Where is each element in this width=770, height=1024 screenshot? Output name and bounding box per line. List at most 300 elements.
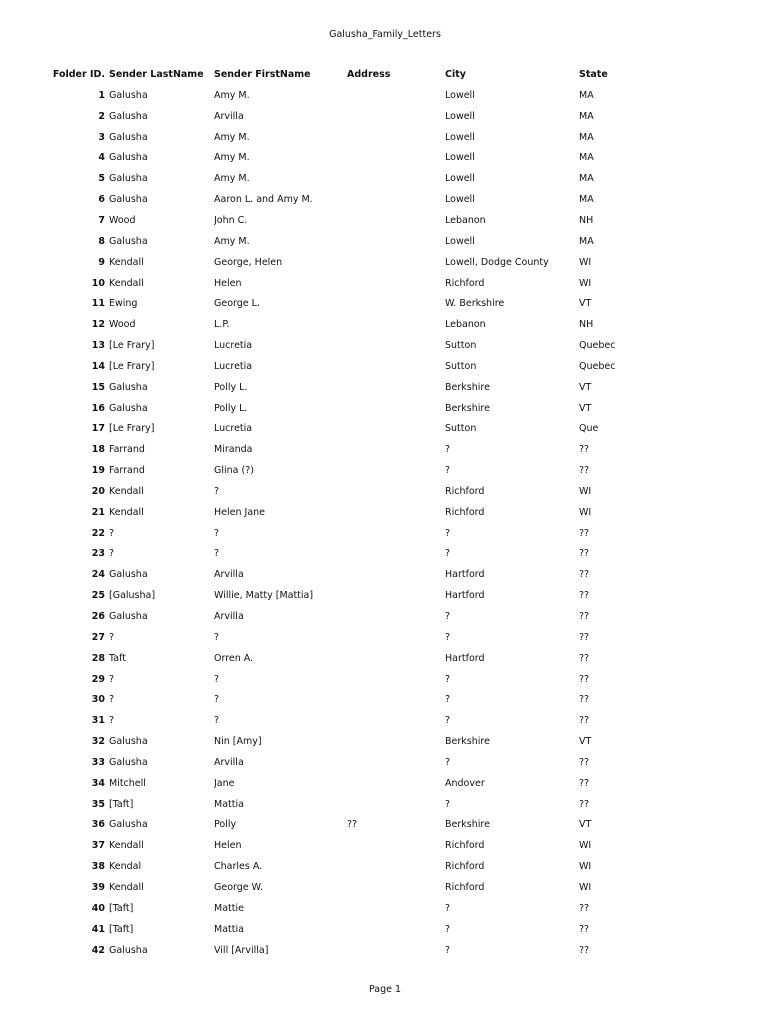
sender-lastname-cell: Wood bbox=[109, 214, 136, 226]
sender-firstname-cell: Nin [Amy] bbox=[214, 736, 262, 748]
city-cell: ? bbox=[445, 444, 451, 456]
document-title: Galusha_Family_Letters bbox=[329, 29, 441, 40]
state-cell: MA bbox=[579, 152, 594, 164]
sender-firstname-cell: ? bbox=[214, 715, 220, 727]
city-cell: Lebanon bbox=[445, 319, 486, 331]
address-cell bbox=[347, 481, 445, 502]
sender-lastname-cell: Galusha bbox=[109, 381, 148, 393]
state-cell: ?? bbox=[579, 527, 590, 539]
table-row bbox=[52, 127, 692, 148]
sender-lastname-cell: Wood bbox=[109, 319, 136, 331]
folder-id-cell: 5 bbox=[98, 173, 105, 185]
city-cell: Sutton bbox=[445, 360, 477, 372]
address-cell bbox=[347, 898, 445, 919]
page-footer: Page 1 bbox=[368, 984, 402, 995]
address-cell bbox=[347, 523, 445, 544]
folder-id-cell: 27 bbox=[91, 631, 105, 643]
address-cell bbox=[347, 752, 445, 773]
folder-id-cell: 40 bbox=[91, 902, 105, 914]
state-cell: NH bbox=[579, 214, 594, 226]
sender-firstname-cell: Helen bbox=[214, 840, 242, 852]
state-cell: VT bbox=[579, 736, 592, 748]
city-cell: Lowell bbox=[445, 131, 475, 143]
state-cell: ?? bbox=[579, 631, 590, 643]
folder-id-cell: 8 bbox=[98, 235, 105, 247]
table-row bbox=[52, 731, 692, 752]
folder-id-cell: 37 bbox=[91, 840, 105, 852]
sender-lastname-cell: Galusha bbox=[109, 110, 148, 122]
table-row bbox=[52, 106, 692, 127]
state-cell: MA bbox=[579, 131, 594, 143]
table-row bbox=[52, 627, 692, 648]
address-cell bbox=[347, 273, 445, 294]
folder-id-cell: 33 bbox=[91, 756, 105, 768]
address-cell bbox=[347, 148, 445, 169]
sender-firstname-cell: Mattia bbox=[214, 923, 244, 935]
city-cell: Richford bbox=[445, 881, 485, 893]
sender-lastname-cell: Kendall bbox=[109, 485, 144, 497]
state-cell: ?? bbox=[579, 777, 590, 789]
state-cell: ?? bbox=[579, 652, 590, 664]
header-address: Address bbox=[347, 69, 391, 80]
state-cell: ?? bbox=[579, 923, 590, 935]
address-cell bbox=[347, 773, 445, 794]
city-cell: Lowell bbox=[445, 235, 475, 247]
state-cell: Que bbox=[579, 423, 599, 435]
sender-firstname-cell: Helen Jane bbox=[214, 506, 266, 518]
state-cell: ?? bbox=[579, 465, 590, 477]
folder-id-cell: 25 bbox=[91, 590, 105, 602]
sender-firstname-cell: Willie, Matty [Mattia] bbox=[214, 590, 314, 602]
folder-id-cell: 21 bbox=[91, 506, 105, 518]
table-row bbox=[52, 293, 692, 314]
sender-firstname-cell: Glina (?) bbox=[214, 465, 254, 477]
folder-id-cell: 35 bbox=[91, 798, 105, 810]
sender-lastname-cell: Farrand bbox=[109, 465, 145, 477]
address-cell bbox=[347, 231, 445, 252]
state-cell: NH bbox=[579, 319, 594, 331]
folder-id-cell: 19 bbox=[91, 465, 105, 477]
folder-id-cell: 23 bbox=[91, 548, 105, 560]
folder-id-cell: 1 bbox=[98, 89, 105, 101]
table-row bbox=[52, 940, 692, 961]
table-row bbox=[52, 815, 692, 836]
city-cell: ? bbox=[445, 465, 451, 477]
address-cell bbox=[347, 460, 445, 481]
address-cell bbox=[347, 85, 445, 106]
sender-firstname-cell: Charles A. bbox=[214, 861, 263, 873]
table-row bbox=[52, 85, 692, 106]
sender-firstname-cell: Miranda bbox=[214, 444, 253, 456]
sender-firstname-cell: Polly bbox=[214, 819, 237, 831]
sender-firstname-cell: Amy M. bbox=[214, 173, 250, 185]
sender-firstname-cell: Mattie bbox=[214, 902, 244, 914]
table-row bbox=[52, 252, 692, 273]
table-row bbox=[52, 356, 692, 377]
address-cell bbox=[347, 252, 445, 273]
sender-firstname-cell: Lucretia bbox=[214, 423, 253, 435]
city-cell: Lebanon bbox=[445, 214, 486, 226]
sender-firstname-cell: Aaron L. and Amy M. bbox=[214, 194, 313, 206]
sender-lastname-cell: Galusha bbox=[109, 402, 148, 414]
sender-firstname-cell: Arvilla bbox=[214, 611, 244, 623]
folder-id-cell: 13 bbox=[91, 340, 105, 352]
folder-id-cell: 31 bbox=[91, 715, 105, 727]
sender-lastname-cell: Ewing bbox=[109, 298, 138, 310]
city-cell: Richford bbox=[445, 277, 485, 289]
state-cell: WI bbox=[579, 881, 592, 893]
state-cell: ?? bbox=[579, 569, 590, 581]
city-cell: Lowell, Dodge County bbox=[445, 256, 549, 268]
table-row bbox=[52, 523, 692, 544]
folder-id-cell: 15 bbox=[91, 381, 105, 393]
header-sender-lastname: Sender LastName bbox=[109, 69, 204, 80]
city-cell: ? bbox=[445, 611, 451, 623]
city-cell: Lowell bbox=[445, 173, 475, 185]
state-cell: WI bbox=[579, 506, 592, 518]
sender-lastname-cell: [Taft] bbox=[109, 923, 134, 935]
table-row bbox=[52, 877, 692, 898]
sender-lastname-cell: Galusha bbox=[109, 89, 148, 101]
folder-id-cell: 20 bbox=[91, 485, 105, 497]
folder-id-cell: 26 bbox=[91, 611, 105, 623]
sender-firstname-cell: Lucretia bbox=[214, 340, 253, 352]
folder-id-cell: 34 bbox=[91, 777, 105, 789]
sender-lastname-cell: ? bbox=[109, 548, 115, 560]
header-folder-id: Folder ID. bbox=[52, 69, 105, 80]
table-row bbox=[52, 148, 692, 169]
header-city: City bbox=[445, 69, 466, 80]
address-cell bbox=[347, 627, 445, 648]
state-cell: MA bbox=[579, 173, 594, 185]
sender-firstname-cell: Amy M. bbox=[214, 89, 250, 101]
table-row bbox=[52, 314, 692, 335]
state-cell: ?? bbox=[579, 944, 590, 956]
city-cell: ? bbox=[445, 694, 451, 706]
table-row bbox=[52, 648, 692, 669]
folder-id-cell: 28 bbox=[91, 652, 105, 664]
sender-lastname-cell: ? bbox=[109, 527, 115, 539]
folder-id-cell: 2 bbox=[98, 110, 105, 122]
table-row bbox=[52, 481, 692, 502]
folder-id-cell: 4 bbox=[98, 152, 105, 164]
table-row bbox=[52, 710, 692, 731]
sender-lastname-cell: ? bbox=[109, 694, 115, 706]
sender-firstname-cell: George W. bbox=[214, 881, 263, 893]
address-cell bbox=[347, 564, 445, 585]
folder-id-cell: 41 bbox=[91, 923, 105, 935]
address-cell bbox=[347, 377, 445, 398]
address-cell bbox=[347, 439, 445, 460]
state-cell: MA bbox=[579, 235, 594, 247]
table-row bbox=[52, 773, 692, 794]
state-cell: WI bbox=[579, 861, 592, 873]
table-row bbox=[52, 231, 692, 252]
table-row bbox=[52, 898, 692, 919]
folder-id-cell: 30 bbox=[91, 694, 105, 706]
city-cell: Berkshire bbox=[445, 736, 490, 748]
header-state: State bbox=[579, 69, 608, 80]
folder-id-cell: 3 bbox=[98, 131, 105, 143]
sender-firstname-cell: ? bbox=[214, 485, 220, 497]
state-cell: ?? bbox=[579, 798, 590, 810]
sender-firstname-cell: ? bbox=[214, 694, 220, 706]
city-cell: Hartford bbox=[445, 590, 485, 602]
folder-id-cell: 17 bbox=[91, 423, 105, 435]
sender-lastname-cell: Galusha bbox=[109, 756, 148, 768]
city-cell: Sutton bbox=[445, 423, 477, 435]
folder-id-cell: 36 bbox=[91, 819, 105, 831]
sender-firstname-cell: Arvilla bbox=[214, 756, 244, 768]
sender-lastname-cell: Kendall bbox=[109, 277, 144, 289]
sender-firstname-cell: Lucretia bbox=[214, 360, 253, 372]
state-cell: ?? bbox=[579, 756, 590, 768]
sender-lastname-cell: Galusha bbox=[109, 152, 148, 164]
sender-lastname-cell: Farrand bbox=[109, 444, 145, 456]
address-cell bbox=[347, 419, 445, 440]
sender-firstname-cell: ? bbox=[214, 673, 220, 685]
table-row bbox=[52, 460, 692, 481]
address-cell bbox=[347, 856, 445, 877]
folder-id-cell: 39 bbox=[91, 881, 105, 893]
city-cell: Lowell bbox=[445, 152, 475, 164]
address-cell bbox=[347, 669, 445, 690]
table-row bbox=[52, 189, 692, 210]
address-cell bbox=[347, 210, 445, 231]
sender-lastname-cell: Galusha bbox=[109, 194, 148, 206]
address-cell bbox=[347, 606, 445, 627]
city-cell: ? bbox=[445, 923, 451, 935]
address-cell bbox=[347, 106, 445, 127]
folder-id-cell: 29 bbox=[91, 673, 105, 685]
city-cell: Richford bbox=[445, 485, 485, 497]
folder-id-cell: 22 bbox=[91, 527, 105, 539]
table-row bbox=[52, 794, 692, 815]
city-cell: Berkshire bbox=[445, 381, 490, 393]
folder-id-cell: 7 bbox=[98, 214, 105, 226]
sender-firstname-cell: Polly L. bbox=[214, 402, 248, 414]
address-cell bbox=[347, 544, 445, 565]
header-sender-firstname: Sender FirstName bbox=[214, 69, 311, 80]
state-cell: WI bbox=[579, 256, 592, 268]
sender-firstname-cell: Orren A. bbox=[214, 652, 254, 664]
city-cell: Sutton bbox=[445, 340, 477, 352]
table-header-row bbox=[52, 64, 692, 85]
sender-lastname-cell: [Taft] bbox=[109, 798, 134, 810]
folder-id-cell: 18 bbox=[91, 444, 105, 456]
city-cell: Lowell bbox=[445, 89, 475, 101]
table-row bbox=[52, 856, 692, 877]
sender-lastname-cell: Galusha bbox=[109, 569, 148, 581]
sender-lastname-cell: [Le Frary] bbox=[109, 360, 155, 372]
table-row bbox=[52, 835, 692, 856]
city-cell: ? bbox=[445, 902, 451, 914]
folder-id-cell: 24 bbox=[91, 569, 105, 581]
sender-firstname-cell: Amy M. bbox=[214, 235, 250, 247]
city-cell: ? bbox=[445, 756, 451, 768]
folder-id-cell: 14 bbox=[91, 360, 105, 372]
sender-firstname-cell: Polly L. bbox=[214, 381, 248, 393]
city-cell: Berkshire bbox=[445, 819, 490, 831]
address-cell bbox=[347, 189, 445, 210]
sender-firstname-cell: L.P. bbox=[214, 319, 230, 331]
city-cell: ? bbox=[445, 673, 451, 685]
sender-firstname-cell: Amy M. bbox=[214, 131, 250, 143]
folder-id-cell: 9 bbox=[98, 256, 105, 268]
sender-lastname-cell: Galusha bbox=[109, 173, 148, 185]
sender-firstname-cell: ? bbox=[214, 631, 220, 643]
city-cell: Richford bbox=[445, 840, 485, 852]
state-cell: MA bbox=[579, 89, 594, 101]
address-cell bbox=[347, 940, 445, 961]
sender-firstname-cell: Helen bbox=[214, 277, 242, 289]
sender-lastname-cell: [Le Frary] bbox=[109, 340, 155, 352]
sender-lastname-cell: ? bbox=[109, 715, 115, 727]
sender-firstname-cell: Arvilla bbox=[214, 569, 244, 581]
state-cell: VT bbox=[579, 381, 592, 393]
address-cell bbox=[347, 314, 445, 335]
folder-id-cell: 16 bbox=[91, 402, 105, 414]
state-cell: WI bbox=[579, 277, 592, 289]
state-cell: VT bbox=[579, 402, 592, 414]
state-cell: ?? bbox=[579, 548, 590, 560]
folder-id-cell: 11 bbox=[91, 298, 105, 310]
table-row bbox=[52, 335, 692, 356]
state-cell: VT bbox=[579, 298, 592, 310]
city-cell: Berkshire bbox=[445, 402, 490, 414]
city-cell: ? bbox=[445, 944, 451, 956]
sender-lastname-cell: [Le Frary] bbox=[109, 423, 155, 435]
address-cell bbox=[347, 293, 445, 314]
city-cell: ? bbox=[445, 527, 451, 539]
address-cell bbox=[347, 356, 445, 377]
table-row bbox=[52, 273, 692, 294]
city-cell: ? bbox=[445, 798, 451, 810]
state-cell: ?? bbox=[579, 611, 590, 623]
table-row bbox=[52, 502, 692, 523]
address-cell bbox=[347, 710, 445, 731]
sender-firstname-cell: Amy M. bbox=[214, 152, 250, 164]
table-row bbox=[52, 752, 692, 773]
city-cell: ? bbox=[445, 548, 451, 560]
city-cell: Richford bbox=[445, 861, 485, 873]
sender-lastname-cell: Kendall bbox=[109, 506, 144, 518]
sender-firstname-cell: ? bbox=[214, 527, 220, 539]
table-row bbox=[52, 544, 692, 565]
city-cell: Lowell bbox=[445, 194, 475, 206]
table-row bbox=[52, 564, 692, 585]
address-cell bbox=[347, 689, 445, 710]
state-cell: ?? bbox=[579, 673, 590, 685]
table-row bbox=[52, 606, 692, 627]
address-cell: ?? bbox=[347, 819, 358, 831]
sender-firstname-cell: George, Helen bbox=[214, 256, 283, 268]
table-row bbox=[52, 689, 692, 710]
table-row bbox=[52, 210, 692, 231]
sender-firstname-cell: ? bbox=[214, 548, 220, 560]
address-cell bbox=[347, 502, 445, 523]
table-row bbox=[52, 168, 692, 189]
address-cell bbox=[347, 168, 445, 189]
sender-lastname-cell: Kendall bbox=[109, 840, 144, 852]
sender-lastname-cell: Galusha bbox=[109, 944, 148, 956]
address-cell bbox=[347, 919, 445, 940]
sender-lastname-cell: Galusha bbox=[109, 611, 148, 623]
state-cell: Quebec bbox=[579, 360, 616, 372]
table-row bbox=[52, 669, 692, 690]
city-cell: Richford bbox=[445, 506, 485, 518]
state-cell: ?? bbox=[579, 444, 590, 456]
sender-lastname-cell: Kendall bbox=[109, 881, 144, 893]
folder-id-cell: 32 bbox=[91, 736, 105, 748]
address-cell bbox=[347, 585, 445, 606]
state-cell: ?? bbox=[579, 694, 590, 706]
state-cell: WI bbox=[579, 485, 592, 497]
folder-id-cell: 38 bbox=[91, 861, 105, 873]
sender-lastname-cell: ? bbox=[109, 631, 115, 643]
sender-lastname-cell: Kendall bbox=[109, 256, 144, 268]
state-cell: MA bbox=[579, 194, 594, 206]
city-cell: Hartford bbox=[445, 652, 485, 664]
sender-firstname-cell: George L. bbox=[214, 298, 260, 310]
sender-firstname-cell: John C. bbox=[214, 214, 248, 226]
state-cell: ?? bbox=[579, 590, 590, 602]
sender-firstname-cell: Arvilla bbox=[214, 110, 244, 122]
city-cell: Lowell bbox=[445, 110, 475, 122]
address-cell bbox=[347, 877, 445, 898]
state-cell: ?? bbox=[579, 715, 590, 727]
sender-lastname-cell: ? bbox=[109, 673, 115, 685]
city-cell: Andover bbox=[445, 777, 485, 789]
sender-lastname-cell: Galusha bbox=[109, 131, 148, 143]
state-cell: WI bbox=[579, 840, 592, 852]
state-cell: ?? bbox=[579, 902, 590, 914]
sender-lastname-cell: Taft bbox=[109, 652, 126, 664]
state-cell: Quebec bbox=[579, 340, 616, 352]
sender-firstname-cell: Jane bbox=[214, 777, 235, 789]
address-cell bbox=[347, 335, 445, 356]
state-cell: MA bbox=[579, 110, 594, 122]
sender-lastname-cell: Galusha bbox=[109, 235, 148, 247]
folder-id-cell: 42 bbox=[91, 944, 105, 956]
state-cell: VT bbox=[579, 819, 592, 831]
city-cell: ? bbox=[445, 715, 451, 727]
letters-table bbox=[52, 64, 692, 960]
table-row bbox=[52, 919, 692, 940]
table-row bbox=[52, 585, 692, 606]
sender-lastname-cell: Galusha bbox=[109, 819, 148, 831]
sender-lastname-cell: Galusha bbox=[109, 736, 148, 748]
table-row bbox=[52, 398, 692, 419]
sender-lastname-cell: Mitchell bbox=[109, 777, 146, 789]
table-row bbox=[52, 377, 692, 398]
address-cell bbox=[347, 835, 445, 856]
city-cell: W. Berkshire bbox=[445, 298, 505, 310]
address-cell bbox=[347, 398, 445, 419]
sender-lastname-cell: [Taft] bbox=[109, 902, 134, 914]
address-cell bbox=[347, 731, 445, 752]
city-cell: ? bbox=[445, 631, 451, 643]
sender-firstname-cell: Mattia bbox=[214, 798, 244, 810]
city-cell: Hartford bbox=[445, 569, 485, 581]
address-cell bbox=[347, 794, 445, 815]
folder-id-cell: 10 bbox=[91, 277, 105, 289]
address-cell bbox=[347, 127, 445, 148]
address-cell bbox=[347, 648, 445, 669]
sender-firstname-cell: Vill [Arvilla] bbox=[214, 944, 269, 956]
folder-id-cell: 12 bbox=[91, 319, 105, 331]
table-row bbox=[52, 439, 692, 460]
